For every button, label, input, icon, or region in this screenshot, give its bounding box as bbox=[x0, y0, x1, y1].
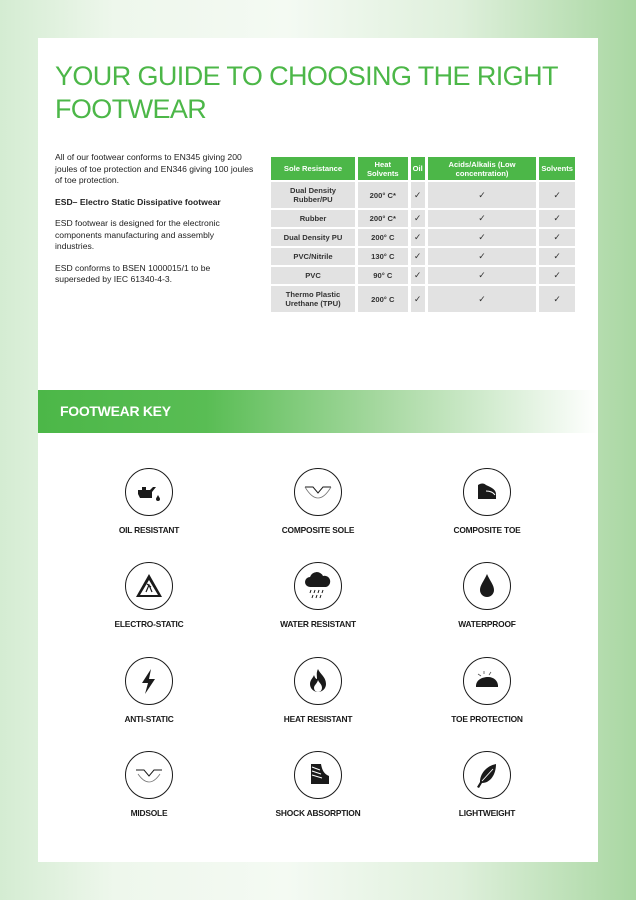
intro-paragraph: ESD conforms to BSEN 1000015/1 to be superseded by IEC 61340-4-3. bbox=[55, 262, 211, 284]
acids-cell: ✓ bbox=[428, 286, 537, 312]
material-cell: Dual Density PU bbox=[271, 229, 355, 246]
solvents-cell: ✓ bbox=[539, 267, 575, 284]
page-title bbox=[55, 60, 585, 126]
solvents-cell: ✓ bbox=[539, 182, 575, 208]
key-item-midsole bbox=[74, 751, 224, 818]
key-item-label: TOE PROTECTION bbox=[451, 714, 523, 724]
acids-cell: ✓ bbox=[428, 229, 537, 246]
acids-cell: ✓ bbox=[428, 267, 537, 284]
feather-icon bbox=[463, 751, 511, 799]
sole-resistance-table bbox=[268, 155, 578, 314]
oil-cell: ✓ bbox=[411, 248, 425, 265]
oil-cell: ✓ bbox=[411, 182, 425, 208]
table-row bbox=[271, 267, 575, 284]
heat-cell: 200° C bbox=[358, 286, 408, 312]
key-item-label: OIL RESISTANT bbox=[118, 525, 180, 535]
key-item-heat-resistant bbox=[243, 657, 393, 724]
heat-cell: 200° C bbox=[358, 229, 408, 246]
solvents-cell: ✓ bbox=[539, 229, 575, 246]
key-item-composite-toe bbox=[412, 468, 562, 535]
key-item-oil-resistant bbox=[74, 468, 224, 535]
key-item-composite-sole bbox=[243, 468, 393, 535]
header-acids-alkalis: Acids/Alkalis (Low concentration) bbox=[428, 157, 537, 180]
key-item-waterproof bbox=[412, 562, 562, 629]
key-item-electro-static bbox=[74, 562, 224, 629]
acids-cell: ✓ bbox=[428, 210, 537, 227]
key-item-label: WATER RESISTANT bbox=[280, 619, 356, 629]
material-cell: PVC bbox=[271, 267, 355, 284]
oil-cell: ✓ bbox=[411, 286, 425, 312]
midsole-icon bbox=[125, 751, 173, 799]
oil-cell: ✓ bbox=[411, 210, 425, 227]
oil-cell: ✓ bbox=[411, 267, 425, 284]
key-item-label: MIDSOLE bbox=[130, 808, 168, 818]
table-row bbox=[271, 229, 575, 246]
footwear-key-heading: FOOTWEAR KEY bbox=[60, 403, 171, 419]
esd-heading: ESD– Electro Static Dissipative footwear bbox=[55, 196, 221, 207]
title-line-1: YOUR GUIDE TO CHOOSING THE RIGHT bbox=[55, 61, 558, 91]
oil-can-icon bbox=[125, 468, 173, 516]
solvents-cell: ✓ bbox=[539, 286, 575, 312]
intro-text bbox=[55, 152, 255, 296]
table-row bbox=[271, 210, 575, 227]
shock-absorption-icon bbox=[294, 751, 342, 799]
header-heat-solvents: Heat Solvents bbox=[358, 157, 408, 180]
composite-toe-icon bbox=[463, 468, 511, 516]
title-line-2: FOOTWEAR bbox=[55, 94, 207, 124]
oil-cell: ✓ bbox=[411, 229, 425, 246]
key-item-label: ANTI-STATIC bbox=[124, 714, 174, 724]
footwear-key-banner bbox=[38, 390, 598, 433]
header-solvents: Solvents bbox=[539, 157, 575, 180]
rain-cloud-icon bbox=[294, 562, 342, 610]
table-row bbox=[271, 182, 575, 208]
material-cell: PVC/Nitrile bbox=[271, 248, 355, 265]
heat-cell: 130° C bbox=[358, 248, 408, 265]
water-drop-icon bbox=[463, 562, 511, 610]
acids-cell: ✓ bbox=[428, 182, 537, 208]
header-oil: Oil bbox=[411, 157, 425, 180]
table-header-row bbox=[271, 157, 575, 180]
key-item-label: WATERPROOF bbox=[458, 619, 516, 629]
lightning-bolt-icon bbox=[125, 657, 173, 705]
intro-paragraph: ESD footwear is designed for the electronic components manufacturing and assembly industries. bbox=[55, 218, 220, 251]
key-item-label: HEAT RESISTANT bbox=[283, 714, 353, 724]
toe-cap-icon bbox=[463, 657, 511, 705]
key-item-label: COMPOSITE SOLE bbox=[281, 525, 355, 535]
flame-icon bbox=[294, 657, 342, 705]
table-row bbox=[271, 286, 575, 312]
solvents-cell: ✓ bbox=[539, 248, 575, 265]
key-item-label: LIGHTWEIGHT bbox=[458, 808, 516, 818]
key-item-anti-static bbox=[74, 657, 224, 724]
acids-cell: ✓ bbox=[428, 248, 537, 265]
key-item-toe-protection bbox=[412, 657, 562, 724]
key-item-label: COMPOSITE TOE bbox=[453, 525, 521, 535]
heat-cell: 90° C bbox=[358, 267, 408, 284]
intro-paragraph: All of our footwear conforms to EN345 giving 200 joules of toe protection and EN346 giving 100 joules of toe protection. bbox=[55, 152, 254, 185]
key-item-label: SHOCK ABSORPTION bbox=[275, 808, 361, 818]
key-item-shock-absorption bbox=[243, 751, 393, 818]
heat-cell: 200° C* bbox=[358, 210, 408, 227]
material-cell: Rubber bbox=[271, 210, 355, 227]
key-item-label: ELECTRO-STATIC bbox=[114, 619, 184, 629]
header-sole-resistance: Sole Resistance bbox=[271, 157, 355, 180]
solvents-cell: ✓ bbox=[539, 210, 575, 227]
key-item-water-resistant bbox=[243, 562, 393, 629]
heat-cell: 200° C* bbox=[358, 182, 408, 208]
electrostatic-warning-icon bbox=[125, 562, 173, 610]
material-cell: Thermo Plastic Urethane (TPU) bbox=[271, 286, 355, 312]
page-sheet bbox=[38, 38, 598, 862]
composite-sole-icon bbox=[294, 468, 342, 516]
key-item-lightweight bbox=[412, 751, 562, 818]
table-row bbox=[271, 248, 575, 265]
material-cell: Dual Density Rubber/PU bbox=[271, 182, 355, 208]
